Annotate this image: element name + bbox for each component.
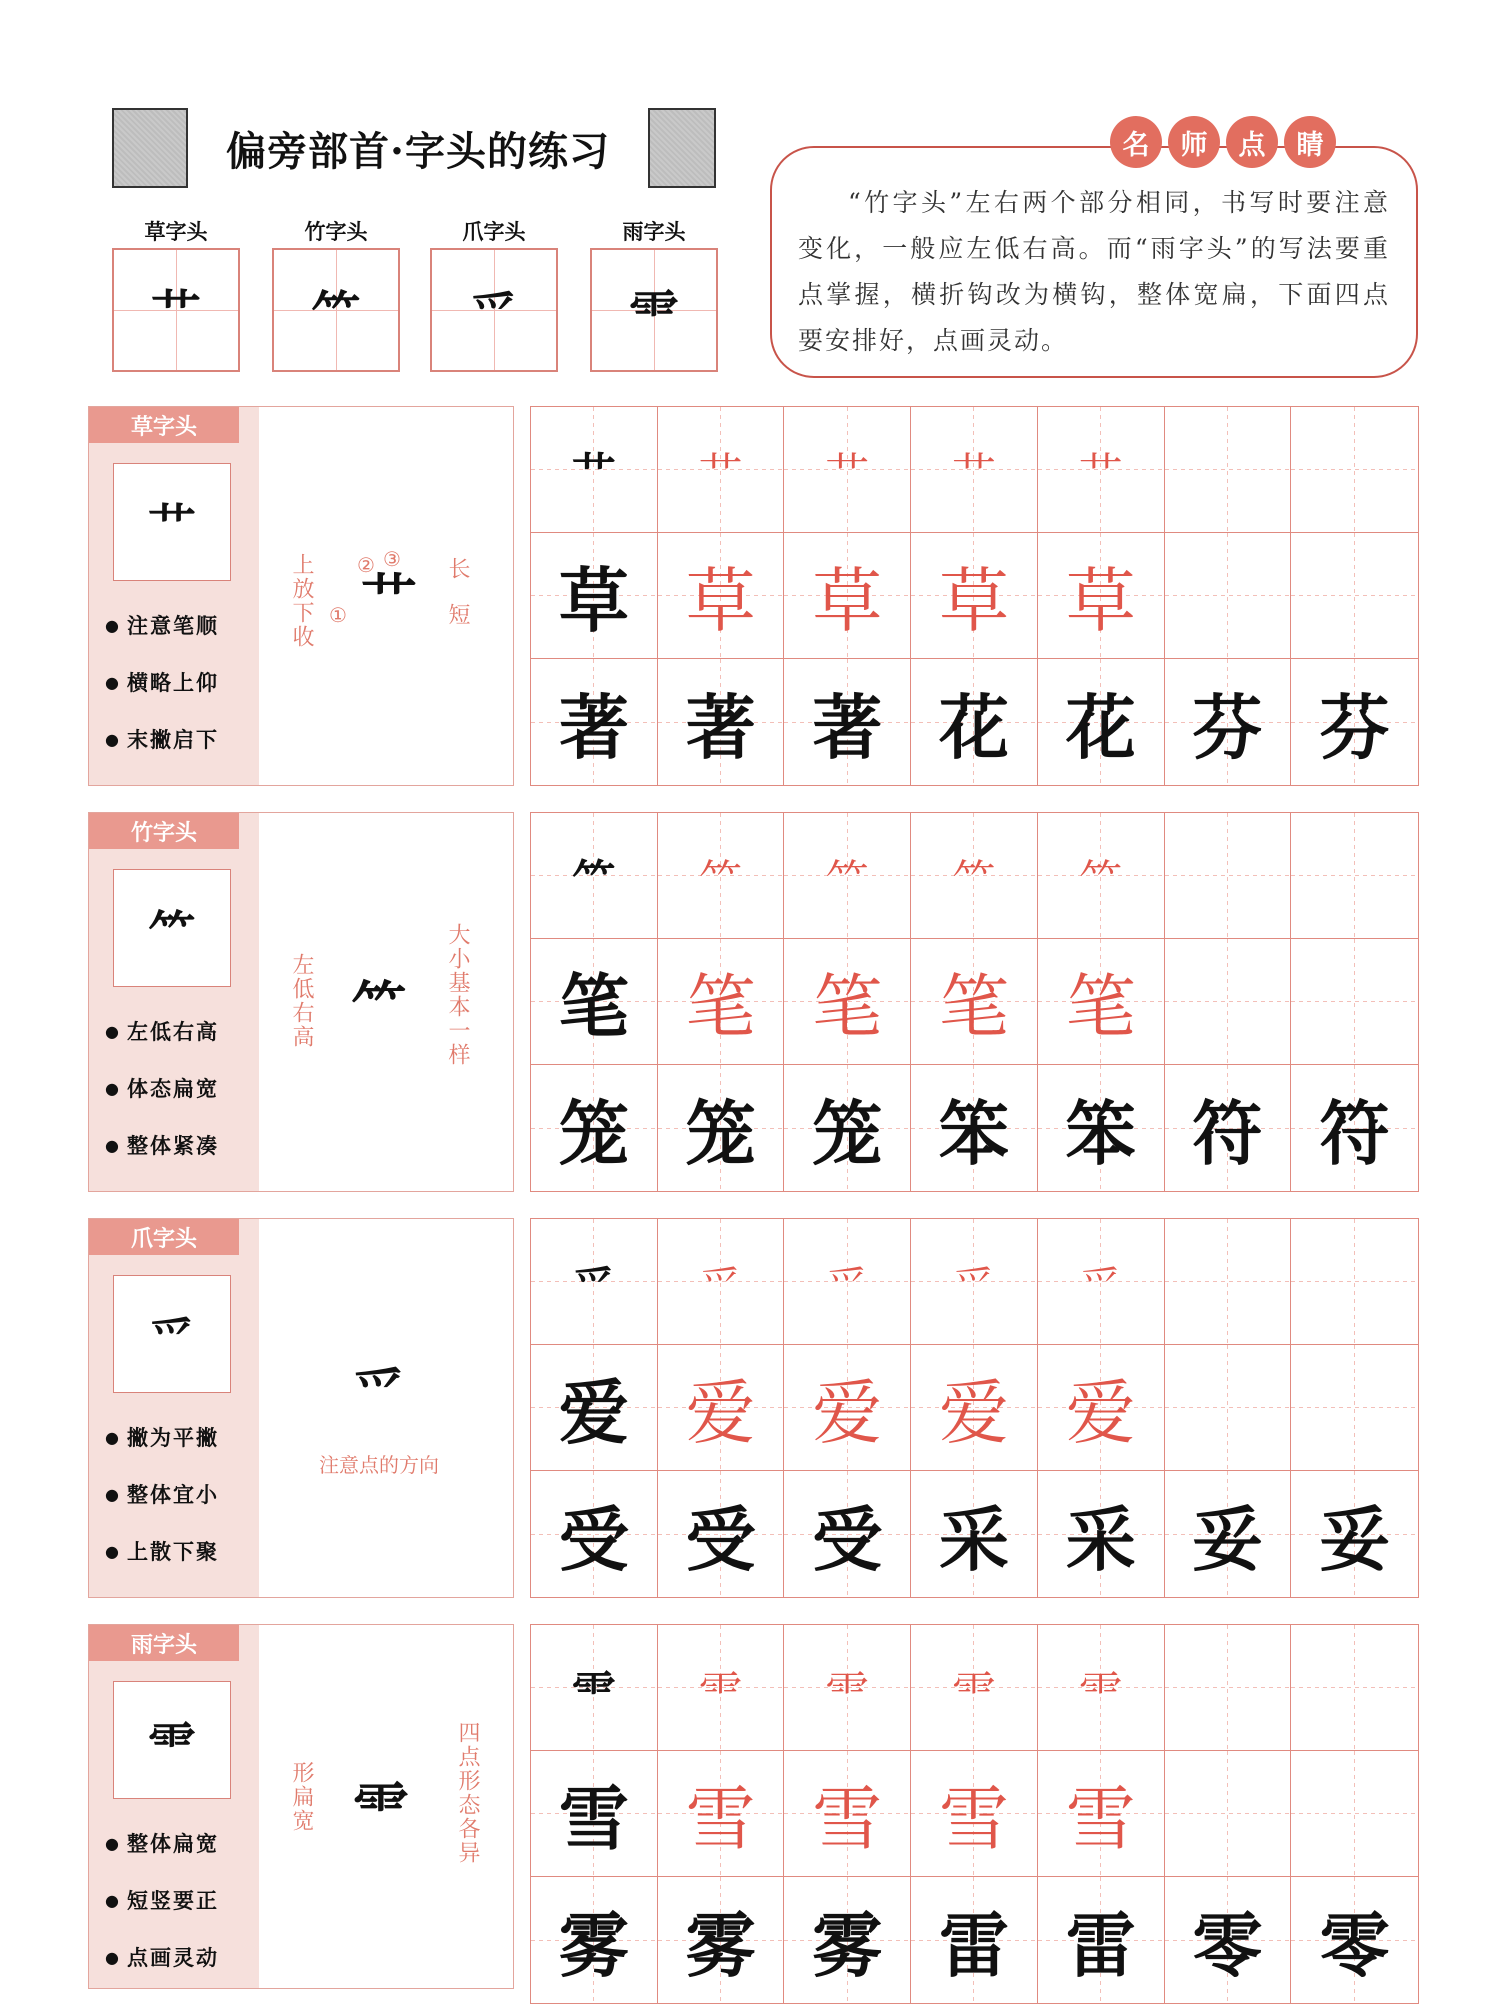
practice-char: 笔 (812, 966, 883, 1048)
practice-cell (784, 939, 911, 1065)
practice-char: 受 (685, 1497, 756, 1581)
practice-cell (531, 1877, 658, 2003)
practice-char: 爱 (938, 1372, 1009, 1454)
practice-cell (1038, 407, 1165, 533)
practice-cell (531, 1345, 658, 1471)
practice-cell (911, 1751, 1038, 1877)
practice-cell (1038, 1625, 1165, 1751)
tip-item: ● 整体宜小 (105, 1466, 219, 1523)
practice-cell (911, 939, 1038, 1065)
practice-cell (1165, 407, 1292, 533)
radical-glyph: ⻗ (629, 284, 679, 343)
practice-cell (1291, 1345, 1418, 1471)
practice-cell (658, 1877, 785, 2003)
practice-char: 艹 (825, 448, 870, 500)
practice-cell (1291, 939, 1418, 1065)
practice-char: 笔 (1065, 966, 1136, 1048)
practice-cell (1165, 1877, 1292, 2003)
practice-char: 雾 (685, 1903, 756, 1987)
practice-cell (658, 533, 785, 659)
section-tab: 草字头 (89, 407, 239, 443)
practice-char: 雪 (558, 1777, 629, 1860)
practice-char: 笨 (938, 1091, 1009, 1175)
practice-cell (1038, 1065, 1165, 1191)
practice-cell (1038, 1471, 1165, 1597)
practice-cell (658, 1471, 785, 1597)
practice-char: 草 (1065, 560, 1136, 642)
tip-item: ● 整体扁宽 (105, 1815, 219, 1872)
practice-char: ⺮ (825, 854, 870, 906)
practice-char: 雷 (1065, 1903, 1136, 1987)
practice-char: 笔 (685, 966, 756, 1048)
practice-cell (1038, 659, 1165, 785)
radical-glyph: 爫 (469, 284, 519, 343)
practice-char: 著 (685, 685, 756, 769)
practice-char: 雪 (1065, 1778, 1136, 1860)
tips-text: “竹字头”左右两个部分相同，书写时要注意变化，一般应左低右高。而“雨字头”的写法要重点掌握，横折钩改为横钩，整体宽扁，下面四点要安排好，点画灵动。 (798, 188, 1390, 355)
practice-cell (531, 1219, 658, 1345)
section-sample-glyph: ⻗ (147, 1716, 196, 1773)
practice-cell (1291, 1471, 1418, 1597)
practice-cell (784, 1877, 911, 2003)
practice-char: 受 (812, 1497, 883, 1581)
practice-grid-yu (530, 1624, 1419, 2004)
practice-char: 笨 (1065, 1091, 1136, 1175)
practice-cell (531, 1625, 658, 1751)
practice-cell (784, 1625, 911, 1751)
practice-cell (1038, 1751, 1165, 1877)
tips-header-char: 点 (1226, 116, 1278, 168)
practice-char: 著 (812, 685, 883, 769)
tips-header-char: 名 (1110, 116, 1162, 168)
tip-item: ● 点画灵动 (105, 1929, 219, 1986)
practice-char: 雾 (812, 1903, 883, 1987)
practice-cell (531, 659, 658, 785)
practice-char: 零 (1319, 1903, 1390, 1987)
section-tab: 爪字头 (89, 1219, 239, 1255)
tip-item: ● 左低右高 (105, 1003, 219, 1060)
practice-cell (531, 1471, 658, 1597)
section-zhu-panel (88, 812, 514, 1192)
practice-cell (658, 659, 785, 785)
practice-cell (658, 1219, 785, 1345)
practice-cell (911, 659, 1038, 785)
practice-char: 笼 (558, 1091, 629, 1175)
annotation: 短 (445, 603, 470, 627)
practice-cell (1291, 659, 1418, 785)
practice-char: 草 (812, 560, 883, 642)
practice-char: ⺮ (1078, 854, 1123, 906)
demo-glyph: 爫 (351, 1360, 407, 1426)
practice-char: 爫 (1078, 1260, 1123, 1312)
practice-cell (531, 813, 658, 939)
practice-cell (911, 1877, 1038, 2003)
practice-cell (1038, 939, 1165, 1065)
practice-char: 花 (1065, 685, 1136, 769)
practice-grid-zhu (530, 812, 1419, 1192)
practice-char: 芬 (1319, 685, 1390, 769)
practice-grid-cao (530, 406, 1419, 786)
practice-cell (1038, 1345, 1165, 1471)
practice-char: 笼 (685, 1091, 756, 1175)
practice-cell (658, 813, 785, 939)
tip-item: ● 上散下聚 (105, 1523, 219, 1580)
practice-cell (1165, 1219, 1292, 1345)
section-tab: 雨字头 (89, 1625, 239, 1661)
section-tips (105, 1409, 219, 1580)
practice-cell (784, 1751, 911, 1877)
demo-glyph: 艹 (361, 568, 417, 634)
teacher-tips-box (770, 146, 1418, 378)
practice-cell (658, 407, 785, 533)
practice-char: 爱 (685, 1372, 756, 1454)
annotation: 注意点的方向 (319, 1453, 439, 1477)
practice-char: 艹 (1078, 448, 1123, 500)
demo-glyph: ⺮ (351, 974, 407, 1040)
practice-cell (1291, 1625, 1418, 1751)
section-cao-panel (88, 406, 514, 786)
practice-char: 采 (1065, 1497, 1136, 1581)
section-tab: 竹字头 (89, 813, 239, 849)
tip-item: ● 整体紧凑 (105, 1117, 219, 1174)
practice-cell (1291, 1751, 1418, 1877)
demo-glyph: ⻗ (353, 1776, 409, 1842)
practice-cell (1038, 813, 1165, 939)
practice-char: 雷 (938, 1903, 1009, 1987)
practice-char: 笼 (812, 1091, 883, 1175)
annotation: 四点形态各异 (455, 1721, 480, 1865)
practice-cell (784, 1345, 911, 1471)
practice-cell (531, 1751, 658, 1877)
radical-label: 爪字头 (462, 219, 526, 244)
practice-char: ⻗ (571, 1666, 616, 1718)
tip-item: ● 短竖要正 (105, 1872, 219, 1929)
radical-label: 草字头 (144, 219, 208, 244)
radical-glyph: ⺮ (311, 284, 361, 343)
practice-char: ⻗ (825, 1666, 870, 1718)
practice-cell (911, 1345, 1038, 1471)
practice-cell (911, 1219, 1038, 1345)
practice-cell (784, 813, 911, 939)
tip-item: ● 撇为平撇 (105, 1409, 219, 1466)
title-banner (112, 108, 716, 188)
practice-cell (1038, 1219, 1165, 1345)
practice-char: ⺮ (571, 854, 616, 906)
practice-char: ⻗ (951, 1666, 996, 1718)
practice-cell (1165, 813, 1292, 939)
top-radical-zhua (430, 216, 558, 372)
stroke-number: ① (329, 603, 347, 627)
tips-header-char: 睛 (1284, 116, 1336, 168)
practice-cell (658, 1625, 785, 1751)
practice-cell (1165, 1751, 1292, 1877)
practice-char: 爫 (571, 1260, 616, 1312)
top-radical-yu (590, 216, 718, 372)
practice-char: 零 (1192, 1903, 1263, 1987)
practice-cell (1291, 533, 1418, 659)
practice-char: 雪 (938, 1778, 1009, 1860)
section-sample-glyph: ⺮ (147, 904, 196, 961)
practice-char: ⻗ (698, 1666, 743, 1718)
practice-cell (911, 1471, 1038, 1597)
practice-char: 妥 (1319, 1497, 1390, 1581)
section-tips (105, 1815, 219, 1986)
radical-glyph: 艹 (151, 284, 201, 343)
practice-char: 草 (558, 559, 629, 642)
practice-cell (658, 939, 785, 1065)
practice-cell (531, 1065, 658, 1191)
practice-char: 采 (938, 1497, 1009, 1581)
practice-cell (1165, 1345, 1292, 1471)
practice-char: 芬 (1192, 685, 1263, 769)
practice-char: 爱 (1065, 1372, 1136, 1454)
annotation: 左低右高 (289, 953, 314, 1049)
practice-cell (1291, 1877, 1418, 2003)
tip-item: ● 注意笔顺 (105, 597, 219, 654)
tips-header-char: 师 (1168, 116, 1220, 168)
practice-char: 爫 (951, 1260, 996, 1312)
practice-char: 花 (938, 685, 1009, 769)
practice-char: 受 (558, 1497, 629, 1581)
practice-char: 雪 (812, 1778, 883, 1860)
section-tips (105, 597, 219, 768)
practice-cell (1165, 939, 1292, 1065)
practice-cell (784, 1219, 911, 1345)
practice-cell (1165, 1471, 1292, 1597)
annotation: 长 (445, 557, 470, 581)
practice-cell (658, 1065, 785, 1191)
practice-cell (1165, 533, 1292, 659)
practice-char: 艹 (571, 448, 616, 500)
radical-label: 竹字头 (304, 219, 368, 244)
practice-char: 艹 (698, 448, 743, 500)
practice-cell (784, 533, 911, 659)
top-radical-zhu (272, 216, 400, 372)
practice-cell (784, 407, 911, 533)
tip-item: ● 体态扁宽 (105, 1060, 219, 1117)
practice-cell (1291, 1065, 1418, 1191)
practice-char: 符 (1319, 1091, 1390, 1175)
practice-cell (658, 1751, 785, 1877)
practice-cell (1038, 1877, 1165, 2003)
practice-char: ⺮ (698, 854, 743, 906)
annotation: 大小基本一样 (445, 923, 470, 1067)
section-tips (105, 1003, 219, 1174)
practice-grid-zhua (530, 1218, 1419, 1598)
section-sample-glyph: 艹 (147, 498, 196, 555)
practice-char: 草 (685, 560, 756, 642)
practice-char: ⻗ (1078, 1666, 1123, 1718)
practice-cell (1165, 1625, 1292, 1751)
practice-cell (784, 659, 911, 785)
practice-cell (911, 407, 1038, 533)
practice-cell (531, 407, 658, 533)
practice-cell (531, 533, 658, 659)
annotation: 形扁宽 (289, 1761, 314, 1833)
practice-cell (784, 1471, 911, 1597)
practice-cell (1038, 533, 1165, 659)
practice-cell (911, 813, 1038, 939)
top-radical-cao (112, 216, 240, 372)
practice-cell (1165, 659, 1292, 785)
practice-char: 笔 (558, 965, 629, 1048)
practice-cell (784, 1065, 911, 1191)
annotation: 上放下收 (289, 553, 314, 649)
practice-cell (1291, 407, 1418, 533)
stroke-number: ② (357, 553, 375, 577)
practice-cell (911, 1065, 1038, 1191)
practice-char: 雪 (685, 1778, 756, 1860)
practice-cell (911, 533, 1038, 659)
practice-cell (531, 939, 658, 1065)
tip-item: ● 末撇启下 (105, 711, 219, 768)
practice-cell (1291, 813, 1418, 939)
practice-char: ⺮ (951, 854, 996, 906)
practice-char: 雾 (558, 1903, 629, 1987)
practice-char: 爱 (812, 1372, 883, 1454)
practice-cell (1165, 1065, 1292, 1191)
section-zhua-panel (88, 1218, 514, 1598)
practice-char: 艹 (951, 448, 996, 500)
practice-char: 符 (1192, 1091, 1263, 1175)
practice-cell (658, 1345, 785, 1471)
practice-char: 爫 (698, 1260, 743, 1312)
page-title: 偏旁部首·字头的练习 (226, 127, 610, 175)
practice-char: 爱 (558, 1371, 629, 1454)
radical-label: 雨字头 (622, 219, 686, 244)
practice-char: 妥 (1192, 1497, 1263, 1581)
section-yu-panel (88, 1624, 514, 1989)
practice-char: 爫 (825, 1260, 870, 1312)
practice-cell (911, 1625, 1038, 1751)
tip-item: ● 横略上仰 (105, 654, 219, 711)
practice-char: 著 (558, 685, 629, 769)
stroke-number: ③ (383, 547, 401, 571)
practice-char: 笔 (938, 966, 1009, 1048)
teacher-tips-header (1110, 116, 1336, 168)
section-sample-glyph: 爫 (147, 1310, 196, 1367)
practice-cell (1291, 1219, 1418, 1345)
practice-char: 草 (938, 560, 1009, 642)
